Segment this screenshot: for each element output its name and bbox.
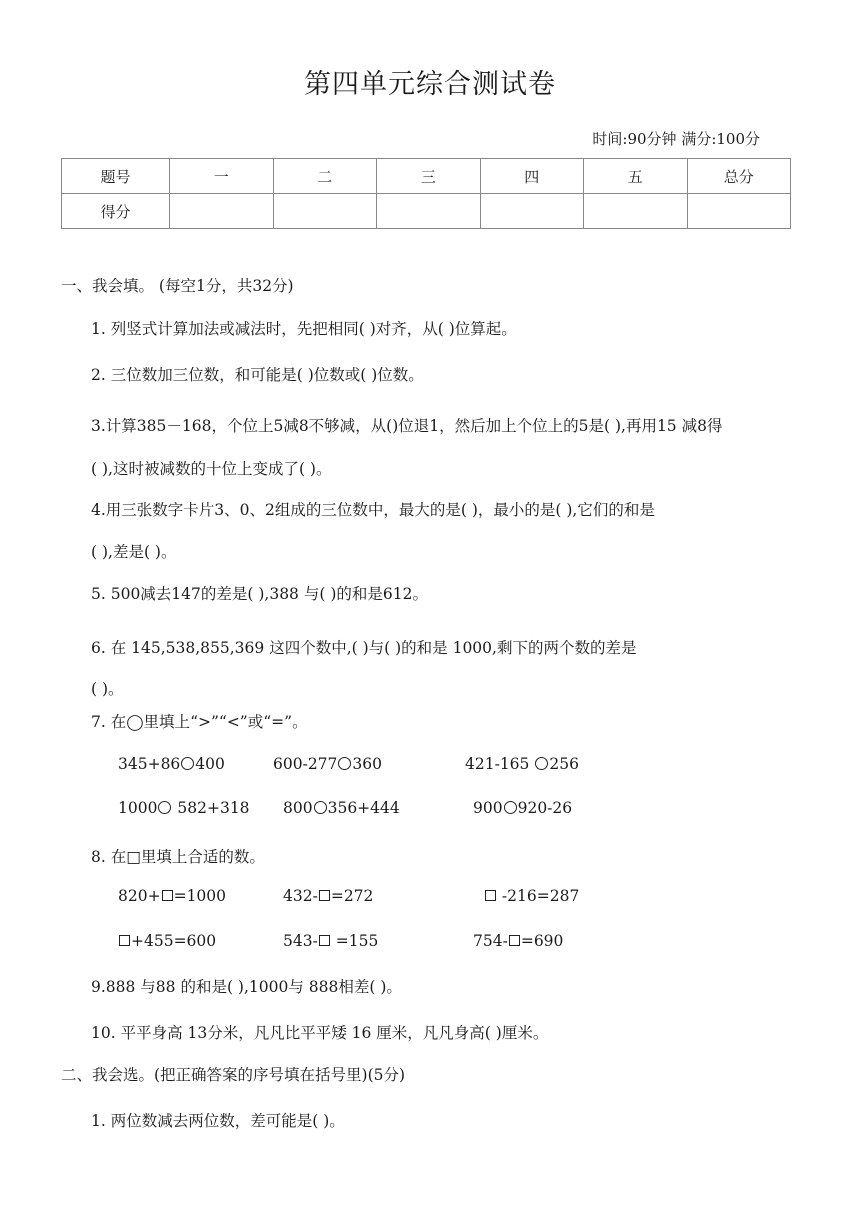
compare-item: 800 356+444 xyxy=(283,799,400,817)
table-cell: 得分 xyxy=(62,194,170,229)
time-score-info: 时间:90分钟 满分:100分 xyxy=(592,130,760,148)
answer-box[interactable] xyxy=(485,890,496,901)
question-1-1: 1. 列竖式计算加法或减法时，先把相同( )对齐，从( )位算起。 xyxy=(91,320,517,338)
question-1-4-line1: 4.用三张数字卡片3、0、2组成的三位数中，最大的是( )，最小的是( ),它们的和是 xyxy=(91,501,655,519)
table-cell: 总分 xyxy=(687,159,791,194)
question-1-6-line2: ( )。 xyxy=(91,680,124,698)
page-title: 第四单元综合测试卷 xyxy=(304,69,556,100)
answer-box[interactable] xyxy=(319,890,330,901)
compare-circle[interactable] xyxy=(314,801,327,814)
answer-box[interactable] xyxy=(509,935,520,946)
question-1-3-line1: 3.计算385－168，个位上5减8不够减，从()位退1，然后加上个位上的5是( ),再用15 减8得 xyxy=(91,417,723,435)
compare-circle[interactable] xyxy=(158,801,171,814)
score-cell[interactable] xyxy=(584,194,688,229)
fill-item: 820+ =1000 xyxy=(118,887,227,905)
score-cell[interactable] xyxy=(170,194,274,229)
table-cell: 题号 xyxy=(62,159,170,194)
compare-item: 900 920-26 xyxy=(473,799,573,817)
answer-box[interactable] xyxy=(119,935,130,946)
compare-circle[interactable] xyxy=(181,757,194,770)
table-cell: 二 xyxy=(273,159,377,194)
fill-item: +455=600 xyxy=(118,932,216,950)
question-1-4-line2: ( ),差是( )。 xyxy=(91,543,177,561)
question-1-2: 2. 三位数加三位数，和可能是( )位数或( )位数。 xyxy=(91,366,424,384)
fill-item: 432- =272 xyxy=(283,887,374,905)
compare-circle[interactable] xyxy=(504,801,517,814)
question-1-3-line2: ( ),这时被减数的十位上变成了( )。 xyxy=(91,460,332,478)
answer-box[interactable] xyxy=(162,890,173,901)
question-1-8: 8. 在□里填上合适的数。 xyxy=(91,848,265,866)
compare-circle[interactable] xyxy=(338,757,351,770)
compare-item: 1000 582+318 xyxy=(118,799,250,817)
section-2-heading: 二、我会选。(把正确答案的序号填在括号里)(5分) xyxy=(61,1066,406,1084)
table-cell: 五 xyxy=(584,159,688,194)
section-1-heading: 一、我会填。 (每空1分，共32分) xyxy=(61,277,294,295)
compare-item: 600-277 360 xyxy=(273,755,383,773)
table-row xyxy=(62,194,791,229)
table-cell: 四 xyxy=(480,159,584,194)
table-cell: 三 xyxy=(377,159,481,194)
score-table xyxy=(61,158,791,229)
question-1-10: 10. 平平身高 13分米，凡凡比平平矮 16 厘米，凡凡身高( )厘米。 xyxy=(91,1024,549,1042)
question-1-7: 7. 在◯里填上“>”“<”或“=”。 xyxy=(91,713,308,731)
answer-box[interactable] xyxy=(319,935,330,946)
score-cell[interactable] xyxy=(273,194,377,229)
score-cell[interactable] xyxy=(687,194,791,229)
table-cell: 一 xyxy=(170,159,274,194)
score-cell[interactable] xyxy=(480,194,584,229)
compare-circle[interactable] xyxy=(535,757,548,770)
fill-item: 543- =155 xyxy=(283,932,379,950)
table-row xyxy=(62,159,791,194)
score-cell[interactable] xyxy=(377,194,481,229)
fill-item: 754- =690 xyxy=(473,932,564,950)
question-1-6-line1: 6. 在 145,538,855,369 这四个数中,( )与( )的和是 1000,剩下的两个数的差是 xyxy=(91,639,637,657)
question-1-9: 9.888 与88 的和是( ),1000与 888相差( )。 xyxy=(91,978,402,996)
question-1-5: 5. 500减去147的差是( ),388 与( )的和是612。 xyxy=(91,585,428,603)
question-2-1: 1. 两位数减去两位数，差可能是( )。 xyxy=(91,1112,345,1130)
compare-item: 421-165 256 xyxy=(465,755,579,773)
compare-item: 345+86 400 xyxy=(118,755,225,773)
fill-item: -216=287 xyxy=(484,887,579,905)
